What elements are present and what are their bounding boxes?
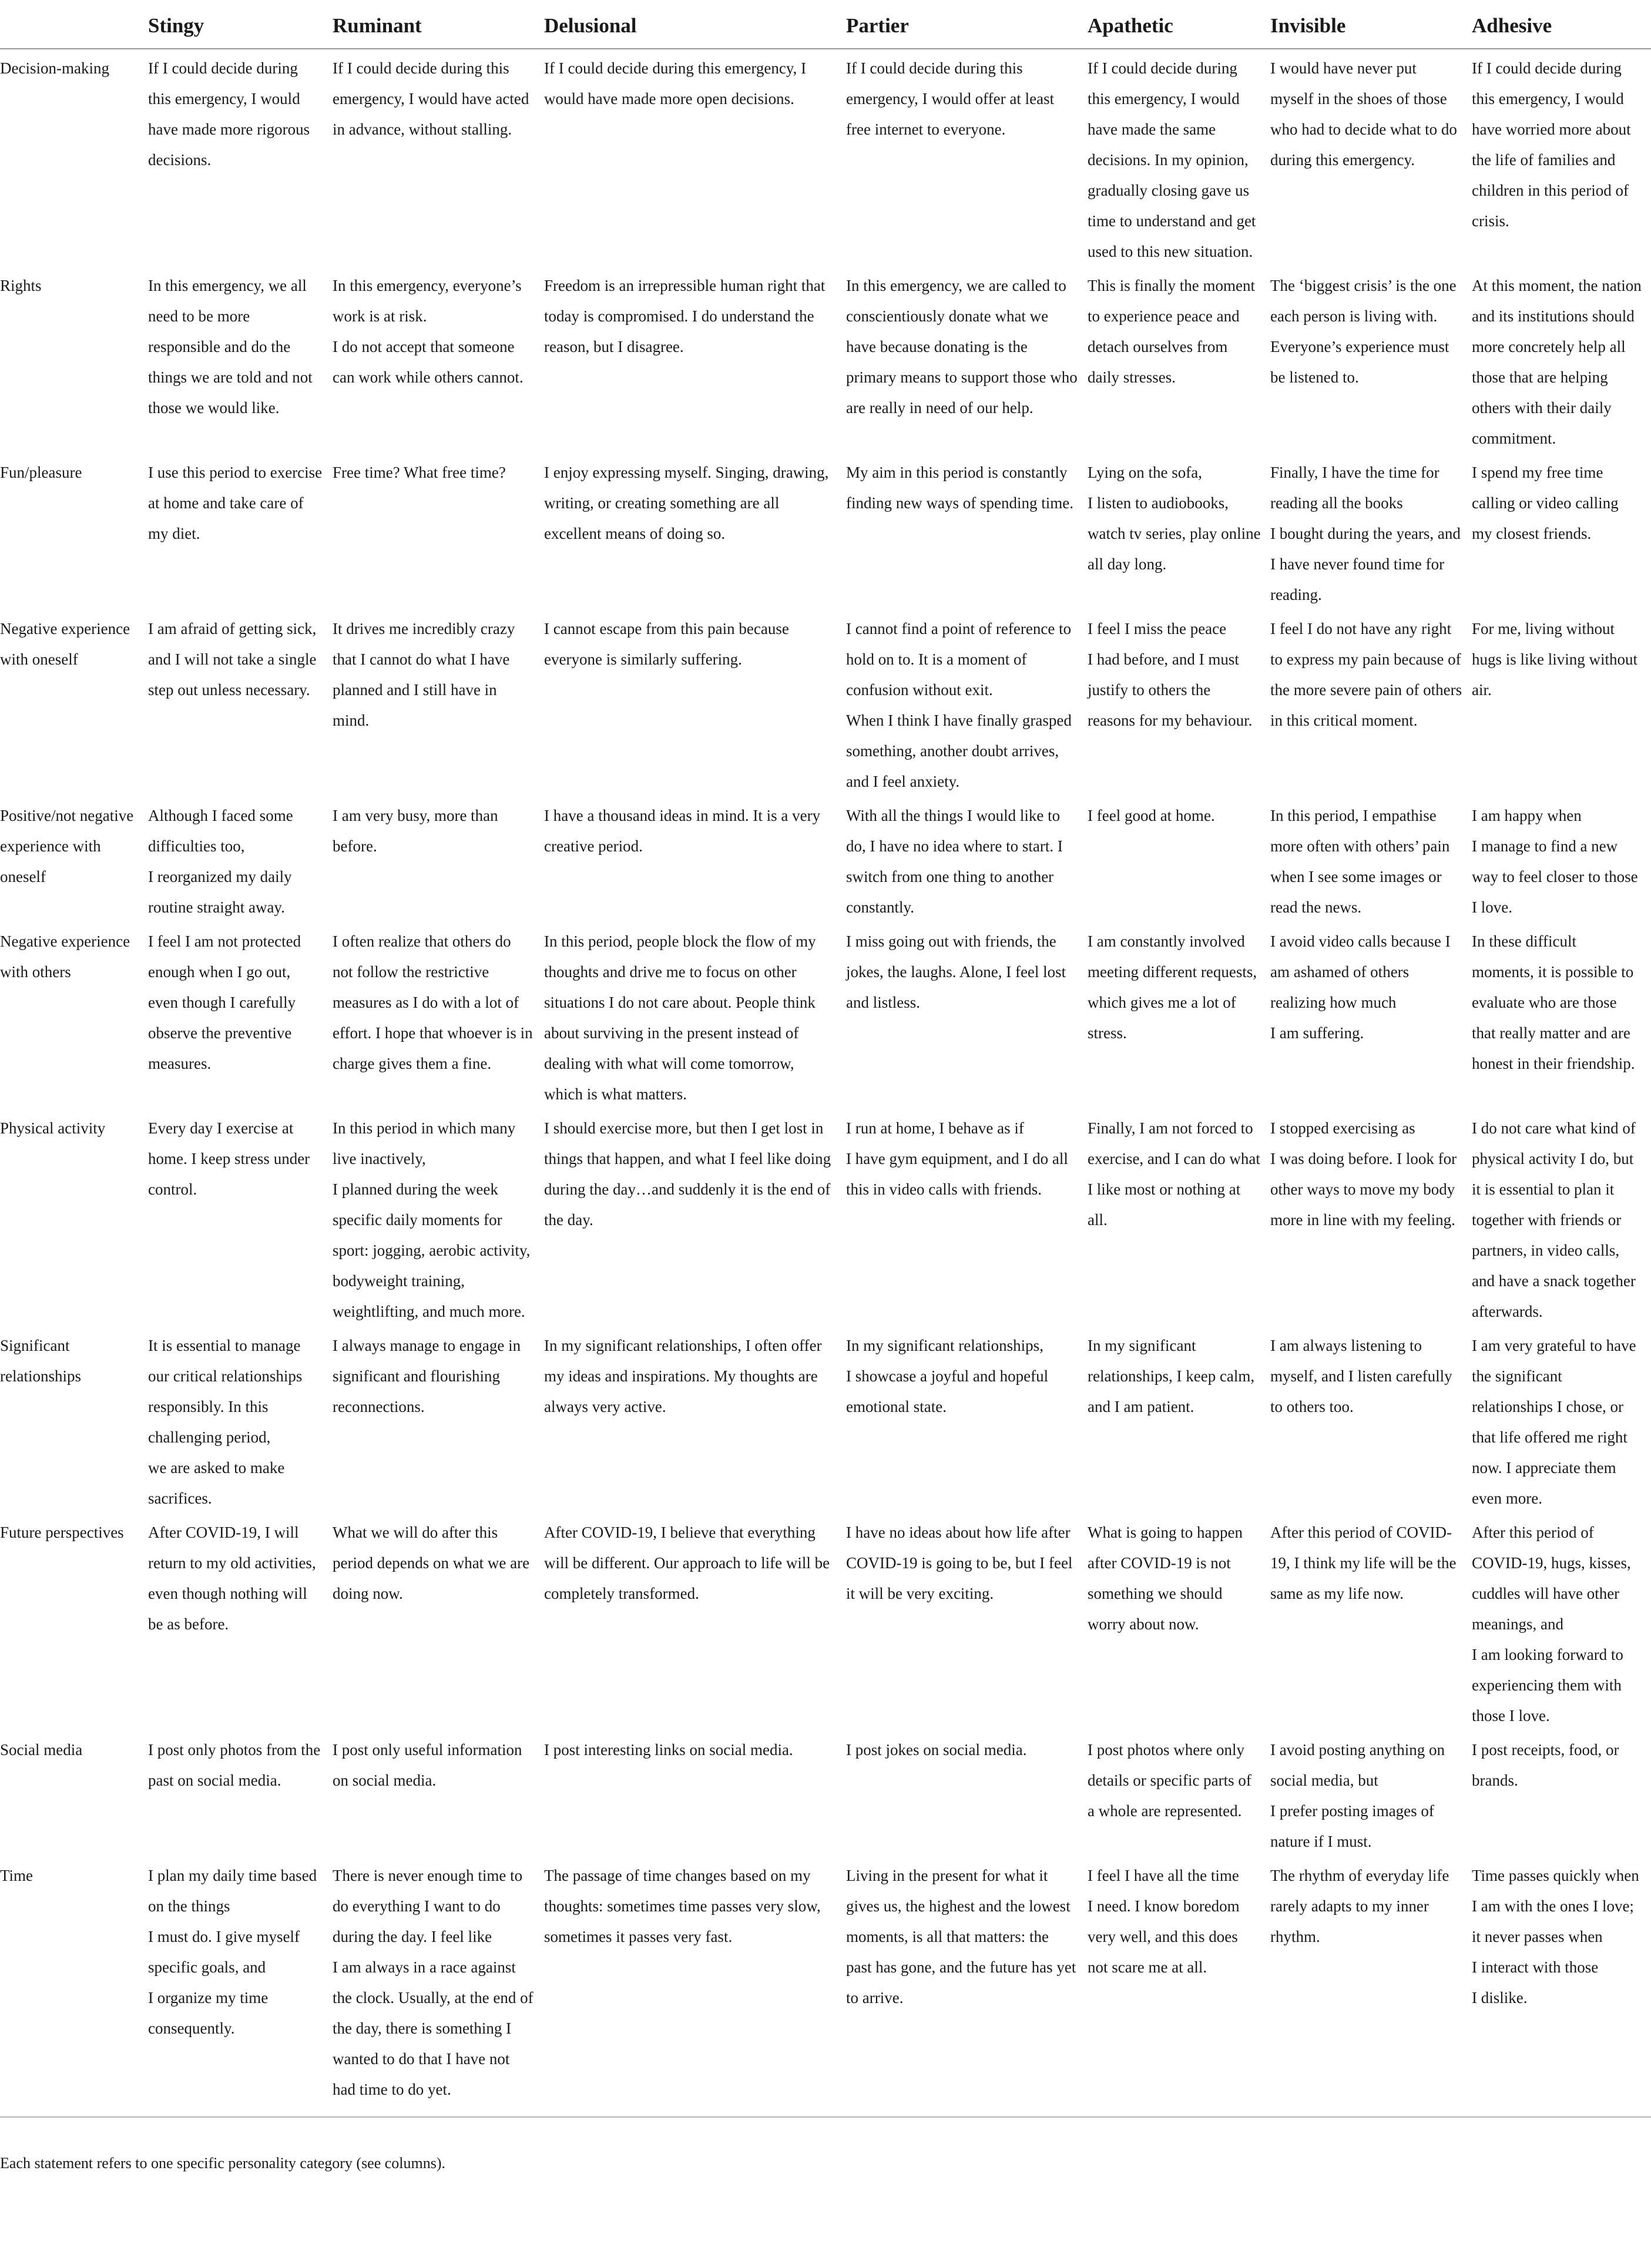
table-cell: I stopped exercising as I was doing before. I look for other ways to move my body more in line with my feeling. <box>1270 1119 1457 1229</box>
table-cell: I spend my free time calling or video calling my closest friends. <box>1472 464 1619 542</box>
table-cell: I avoid posting anything on social media, but I prefer posting images of nature if I must. <box>1270 1741 1445 1850</box>
column-header-invisible: Invisible <box>1270 0 1472 49</box>
table-cell: The ‘biggest crisis’ is the one each person is living with. Everyone’s experience must be listened to. <box>1270 277 1457 386</box>
row-header: Future perspectives <box>0 1524 124 1541</box>
table-cell: After COVID-19, I believe that everything will be different. Our approach to life will be completely transformed. <box>544 1524 830 1602</box>
table-footnote: Each statement refers to one specific personality category (see columns). <box>0 2155 446 2172</box>
table-cell: It is essential to manage our critical relationships responsibly. In this challenging period, we are asked to make sacrifices. <box>148 1337 303 1507</box>
table-cell: What we will do after this period depends on what we are doing now. <box>333 1524 530 1602</box>
table-cell: In these difficult moments, it is possible to evaluate who are those that really matter and are honest in their friendship. <box>1472 932 1635 1072</box>
table-cell: Living in the present for what it gives us, the highest and the lowest moments, is all that matters: the past has gone, and the future has yet to arrive. <box>846 1867 1076 2007</box>
table-cell: There is never enough time to do everything I want to do during the day. I feel like I am always in a race against the clock. Usually, at the end of the day, there is something I wanted to do that I have not had time to do yet. <box>333 1867 533 2098</box>
table-cell: I post only useful information on social media. <box>333 1741 522 1789</box>
table-cell: I am very grateful to have the significant relationships I chose, or that life offered me right now. I appreciate them even more. <box>1472 1337 1636 1507</box>
table-row <box>0 1857 1651 2116</box>
column-header-stingy: Stingy <box>148 0 333 49</box>
table-cell: If I could decide during this emergency, I would have acted in advance, without stalling. <box>333 59 529 138</box>
table-cell: In my significant relationships, I often offer my ideas and inspirations. My thoughts are always very active. <box>544 1337 822 1415</box>
table-cell: I am happy when I manage to find a new way to feel closer to those I love. <box>1472 807 1638 916</box>
table-cell: Free time? What free time? <box>333 464 506 481</box>
table-cell: In this period, people block the flow of my thoughts and drive me to focus on other situations I do not care about. People think about surviving in the present instead of dealing with what will come tomorrow, which is what matters. <box>544 932 816 1103</box>
row-header: Positive/not negative experience with oneself <box>0 807 134 885</box>
column-header-partier: Partier <box>846 0 1088 49</box>
table-row <box>0 1731 1651 1857</box>
table-cell: After COVID-19, I will return to my old activities, even though nothing will be as before. <box>148 1524 316 1633</box>
table-cell: I post jokes on social media. <box>846 1741 1027 1759</box>
table-cell: I post interesting links on social media. <box>544 1741 793 1759</box>
header-row-label-corner <box>0 0 148 49</box>
table-cell: Finally, I am not forced to exercise, and I can do what I like most or nothing at all. <box>1088 1119 1260 1229</box>
table-cell: I often realize that others do not follow the restrictive measures as I do with a lot of effort. I hope that whoever is in charge gives them a fine. <box>333 932 533 1072</box>
row-header: Rights <box>0 277 42 294</box>
table-cell: I cannot find a point of reference to hold on to. It is a moment of confusion without exit. When I think I have finally grasped something, another doubt arrives, and I feel anxiety. <box>846 620 1072 790</box>
column-header-delusional: Delusional <box>544 0 846 49</box>
table-cell: What is going to happen after COVID-19 is not something we should worry about now. <box>1088 1524 1243 1633</box>
table-header-row <box>0 0 1651 49</box>
table-cell: I feel I miss the peace I had before, and I must justify to others the reasons for my behaviour. <box>1088 620 1253 729</box>
table-cell: Although I faced some difficulties too, I reorganized my daily routine straight away. <box>148 807 293 916</box>
table-cell: I have a thousand ideas in mind. It is a very creative period. <box>544 807 821 855</box>
table-cell: Freedom is an irrepressible human right that today is compromised. I do understand the reason, but I disagree. <box>544 277 826 355</box>
table-cell: In this period, I empathise more often with others’ pain when I see some images or read the news. <box>1270 807 1450 916</box>
table-cell: I am always listening to myself, and I listen carefully to others too. <box>1270 1337 1452 1415</box>
table-cell: I am very busy, more than before. <box>333 807 498 855</box>
table-cell: I do not care what kind of physical activity I do, but it is essential to plan it together with friends or partners, in video calls, and have a snack together afterwards. <box>1472 1119 1636 1320</box>
table-cell: I feel I have all the time I need. I know boredom very well, and this does not scare me at all. <box>1088 1867 1240 1976</box>
row-header: Significant relationships <box>0 1337 81 1385</box>
column-header-adhesive: Adhesive <box>1472 0 1651 49</box>
table-cell: The rhythm of everyday life rarely adapts to my inner rhythm. <box>1270 1867 1449 1945</box>
table-row <box>0 1327 1651 1514</box>
table-cell: This is finally the moment to experience peace and detach ourselves from daily stresses. <box>1088 277 1255 386</box>
table-body <box>0 49 1651 2116</box>
table-cell: I miss going out with friends, the jokes, the laughs. Alone, I feel lost and listless. <box>846 932 1066 1011</box>
table-cell: I am constantly involved meeting different requests, which gives me a lot of stress. <box>1088 932 1257 1042</box>
table-cell: I avoid video calls because I am ashamed of others realizing how much I am suffering. <box>1270 932 1451 1042</box>
table-cell: I should exercise more, but then I get lost in things that happen, and what I feel like doing during the day…and suddenly it is the end of the day. <box>544 1119 831 1229</box>
table-row <box>0 1514 1651 1731</box>
table-cell: Every day I exercise at home. I keep stress under control. <box>148 1119 310 1198</box>
row-header: Decision-making <box>0 59 109 77</box>
table-cell: I use this period to exercise at home and take care of my diet. <box>148 464 323 542</box>
column-header-ruminant: Ruminant <box>333 0 544 49</box>
table-cell: In this emergency, everyone’s work is at risk. I do not accept that someone can work while others cannot. <box>333 277 524 386</box>
table-cell: I post photos where only details or specific parts of a whole are represented. <box>1088 1741 1251 1820</box>
table-cell: I feel I am not protected enough when I go out, even though I carefully observe the preventive measures. <box>148 932 301 1072</box>
table-row <box>0 797 1651 922</box>
table-cell: My aim in this period is constantly finding new ways of spending time. <box>846 464 1073 512</box>
table-cell: I feel good at home. <box>1088 807 1215 824</box>
table-cell: I feel I do not have any right to express my pain because of the more severe pain of others in this critical moment. <box>1270 620 1462 729</box>
table-cell: If I could decide during this emergency, I would have made more open decisions. <box>544 59 807 108</box>
table-cell: I post only photos from the past on social media. <box>148 1741 321 1789</box>
table-cell: If I could decide during this emergency, I would have worried more about the life of families and children in this period of crisis. <box>1472 59 1631 230</box>
table-cell: In this emergency, we all need to be more responsible and do the things we are told and not those we would like. <box>148 277 313 417</box>
table-cell: I plan my daily time based on the things I must do. I give myself specific goals, and I organize my time consequently. <box>148 1867 317 2037</box>
table-row <box>0 1109 1651 1327</box>
table-cell: I have no ideas about how life after COVID-19 is going to be, but I feel it will be very exciting. <box>846 1524 1073 1602</box>
table-cell: For me, living without hugs is like living without air. <box>1472 620 1638 699</box>
table-cell: If I could decide during this emergency, I would offer at least free internet to everyone. <box>846 59 1055 138</box>
row-header: Physical activity <box>0 1119 106 1137</box>
row-header: Fun/pleasure <box>0 464 82 481</box>
table-cell: I would have never put myself in the shoes of those who had to decide what to do during this emergency. <box>1270 59 1457 169</box>
table-cell: If I could decide during this emergency, I would have made the same decisions. In my opinion, gradually closing gave us time to understand and get used to this new situation. <box>1088 59 1256 260</box>
column-header-apathetic: Apathetic <box>1088 0 1270 49</box>
table-cell: If I could decide during this emergency, I would have made more rigorous decisions. <box>148 59 310 169</box>
table-row <box>0 267 1651 454</box>
table-cell: In my significant relationships, I showcase a joyful and hopeful emotional state. <box>846 1337 1049 1415</box>
row-header: Negative experience with oneself <box>0 620 130 668</box>
table-cell: In my significant relationships, I keep calm, and I am patient. <box>1088 1337 1255 1415</box>
table-cell: Time passes quickly when I am with the ones I love; it never passes when I interact with those I dislike. <box>1472 1867 1639 2007</box>
table-cell: The passage of time changes based on my thoughts: sometimes time passes very slow, sometimes it passes very fast. <box>544 1867 821 1945</box>
table-cell: At this moment, the nation and its institutions should more concretely help all those that are helping others with their daily commitment. <box>1472 277 1642 447</box>
table-cell: With all the things I would like to do, I have no idea where to start. I switch from one thing to another constantly. <box>846 807 1063 916</box>
table-cell: I enjoy expressing myself. Singing, drawing, writing, or creating something are all excellent means of doing so. <box>544 464 829 542</box>
table-row <box>0 49 1651 267</box>
table-row <box>0 610 1651 797</box>
table-cell: Finally, I have the time for reading all the books I bought during the years, and I have never found time for reading. <box>1270 464 1461 603</box>
table-row <box>0 454 1651 610</box>
table-cell: In this emergency, we are called to conscientiously donate what we have because donating is the primary means to support those who are really in need of our help. <box>846 277 1078 417</box>
table-cell: I am afraid of getting sick, and I will not take a single step out unless necessary. <box>148 620 317 699</box>
table-cell: In this period in which many live inactively, I planned during the week specific daily moments for sport: jogging, aerobic activity, bodyweight training, weightlifting, and much more. <box>333 1119 531 1320</box>
table-cell: It drives me incredibly crazy that I cannot do what I have planned and I still have in mind. <box>333 620 515 729</box>
table-cell: Lying on the sofa, I listen to audiobooks, watch tv series, play online all day long. <box>1088 464 1261 573</box>
row-header: Negative experience with others <box>0 932 130 981</box>
table-cell: After this period of COVID-19, hugs, kisses, cuddles will have other meanings, and I am looking forward to experiencing them with those I love. <box>1472 1524 1631 1725</box>
table-cell: I cannot escape from this pain because everyone is similarly suffering. <box>544 620 789 668</box>
table-cell: I run at home, I behave as if I have gym equipment, and I do all this in video calls with friends. <box>846 1119 1068 1198</box>
table-cell: I post receipts, food, or brands. <box>1472 1741 1619 1789</box>
row-header: Time <box>0 1867 33 1884</box>
table-cell: After this period of COVID-19, I think my life will be the same as my life now. <box>1270 1524 1457 1602</box>
table-row <box>0 922 1651 1109</box>
row-header: Social media <box>0 1741 83 1759</box>
table-cell: I always manage to engage in significant and flourishing reconnections. <box>333 1337 521 1415</box>
